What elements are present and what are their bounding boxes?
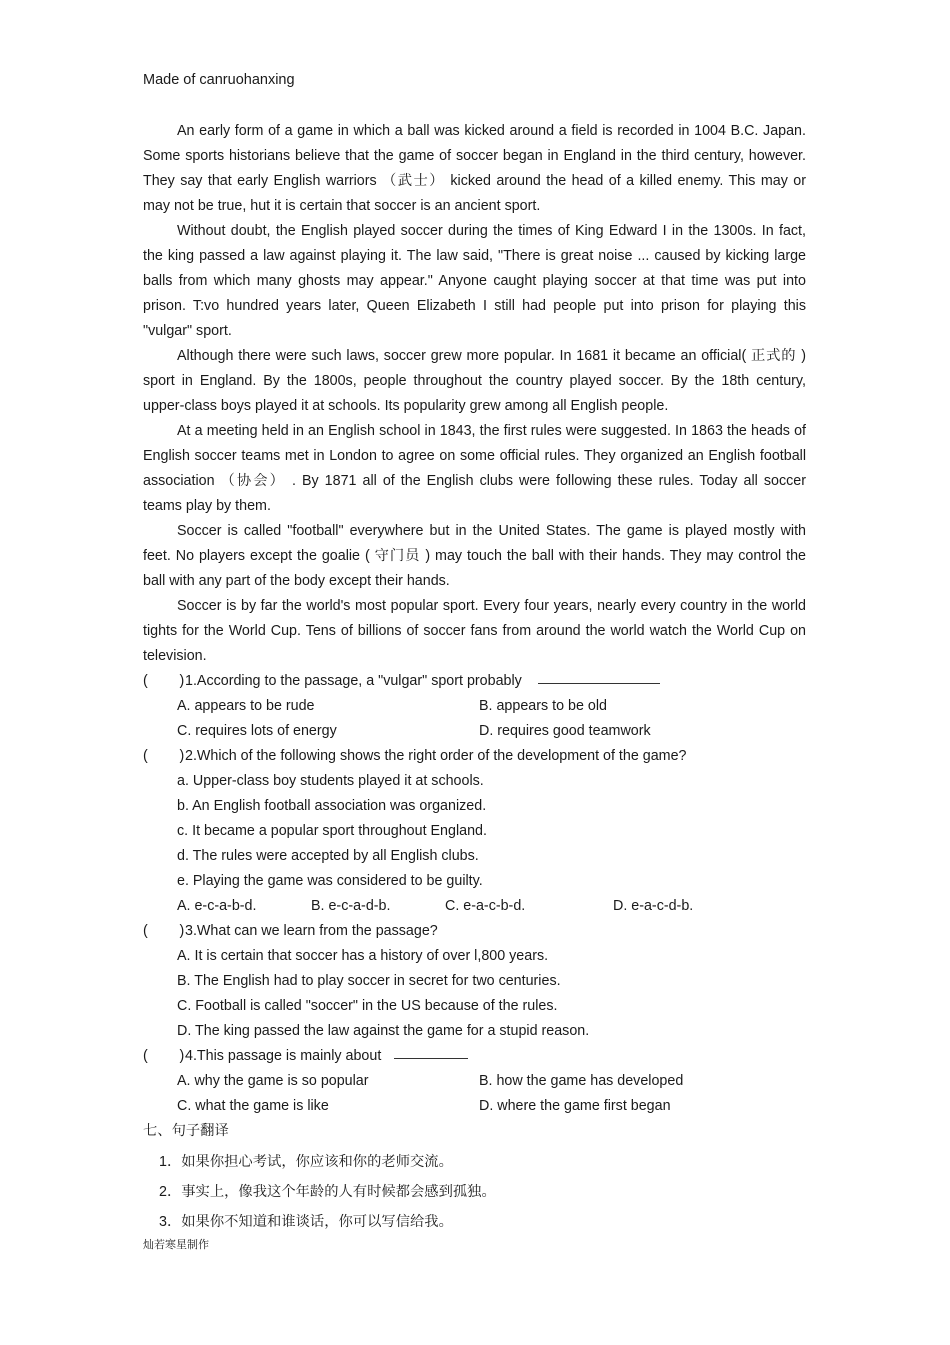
answer-blank xyxy=(538,669,660,684)
question-2-item-b: b. An English football association was organized. xyxy=(177,798,487,814)
answer-paren: ( ) xyxy=(143,673,185,689)
passage-paragraph-5: Soccer is called "football" everywhere but in the United States. The game is played mostly with feet. No players except the goalie ( 守门员 ) may touch the ball with their hands. They may control the ball with any part of the body except their hands. xyxy=(143,523,806,589)
question-2-item-d: d. The rules were accepted by all English clubs. xyxy=(177,848,479,864)
question-4-options-row-2 xyxy=(143,1094,806,1119)
translation-item-3: 3．如果你不知道和谁谈话，你可以写信给我。 xyxy=(159,1214,453,1230)
passage-paragraph-4: At a meeting held in an English school in 1843, the first rules were suggested. In 1863 the heads of English soccer teams met in London to agree on some official rules. They organized an English football association （协会） . By 1871 all of the English clubs were following these rules. Today all soccer teams play by them. xyxy=(143,423,806,514)
question-2-options xyxy=(143,894,806,919)
question-2-option-d: D. e-a-c-d-b. xyxy=(613,898,694,914)
question-4-option-b: B. how the game has developed xyxy=(479,1073,684,1089)
document-body xyxy=(143,119,806,1237)
question-3-stem: 3.What can we learn from the passage? xyxy=(185,923,438,939)
page-footer: 灿若寒星制作 xyxy=(143,1239,209,1251)
question-4-stem: 4.This passage is mainly about xyxy=(185,1048,382,1064)
question-1-options-row-2 xyxy=(143,719,806,744)
question-1-options-row-1 xyxy=(143,694,806,719)
question-4-options-row-1 xyxy=(143,1069,806,1094)
question-3-option-d: D. The king passed the law against the game for a stupid reason. xyxy=(177,1023,590,1039)
passage-paragraph-6: Soccer is by far the world's most popular sport. Every four years, nearly every country in the world tights for the World Cup. Tens of billions of soccer fans from around the world watch the World Cup on television. xyxy=(143,598,806,664)
question-2-option-c: C. e-a-c-b-d. xyxy=(445,898,526,914)
translation-item-2: 2．事实上，像我这个年龄的人有时候都会感到孤独。 xyxy=(159,1184,496,1200)
question-3-option-a: A. It is certain that soccer has a history of over l,800 years. xyxy=(177,948,549,964)
question-1-stem: 1.According to the passage, a "vulgar" sport probably xyxy=(185,673,522,689)
question-2-option-a: A. e-c-a-b-d. xyxy=(177,898,257,914)
page-header: Made of canruohanxing xyxy=(143,72,295,88)
answer-paren: ( ) xyxy=(143,1048,185,1064)
question-2-item-e: e. Playing the game was considered to be guilty. xyxy=(177,873,483,889)
section-title: 七、句子翻译 xyxy=(143,1123,229,1139)
question-3 xyxy=(143,919,806,944)
question-2-stem: 2.Which of the following shows the right order of the development of the game? xyxy=(185,748,687,764)
question-3-option-c: C. Football is called "soccer" in the US because of the rules. xyxy=(177,998,558,1014)
question-3-option-b: B. The English had to play soccer in secret for two centuries. xyxy=(177,973,561,989)
question-1-option-d: D. requires good teamwork xyxy=(479,723,651,739)
answer-blank xyxy=(394,1044,468,1059)
question-1-option-b: B. appears to be old xyxy=(479,698,607,714)
passage-paragraph-2: Without doubt, the English played soccer during the times of King Edward I in the 1300s. In fact, the king passed a law against playing it. The law said, "There is great noise ... caused by kicking large balls from which many ghosts may appear." Anyone caught playing soccer at that time was put into prison. T:vo hundred years later, Queen Elizabeth I still had people put into prison for playing this "vulgar" sport. xyxy=(143,223,806,339)
translation-item-1: 1．如果你担心考试，你应该和你的老师交流。 xyxy=(159,1154,453,1170)
question-4 xyxy=(143,1044,806,1069)
question-4-option-c: C. what the game is like xyxy=(177,1098,329,1114)
question-2 xyxy=(143,744,806,769)
question-2-item-a: a. Upper-class boy students played it at schools. xyxy=(177,773,484,789)
question-2-option-b: B. e-c-a-d-b. xyxy=(311,898,391,914)
answer-paren: ( ) xyxy=(143,748,185,764)
question-1-option-c: C. requires lots of energy xyxy=(177,723,337,739)
question-4-option-a: A. why the game is so popular xyxy=(177,1073,369,1089)
question-1-option-a: A. appears to be rude xyxy=(177,698,315,714)
passage-paragraph-3: Although there were such laws, soccer grew more popular. In 1681 it became an official( 正式的 ) sport in England. By the 1800s, people throughout the country played soccer. By the 18th century, upper-class boys played it at schools. Its popularity grew among all English people. xyxy=(143,348,806,414)
answer-paren: ( ) xyxy=(143,923,185,939)
passage-paragraph-1: An early form of a game in which a ball was kicked around a field is recorded in 1004 B.C. Japan. Some sports historians believe that the game of soccer began in England in the third century, however. They say that early English warriors （武士） kicked around the head of a killed enemy. This may or may not be true, hut it is certain that soccer is an ancient sport. xyxy=(143,123,806,214)
question-4-option-d: D. where the game first began xyxy=(479,1098,671,1114)
question-2-item-c: c. It became a popular sport throughout England. xyxy=(177,823,487,839)
question-1 xyxy=(143,669,806,694)
